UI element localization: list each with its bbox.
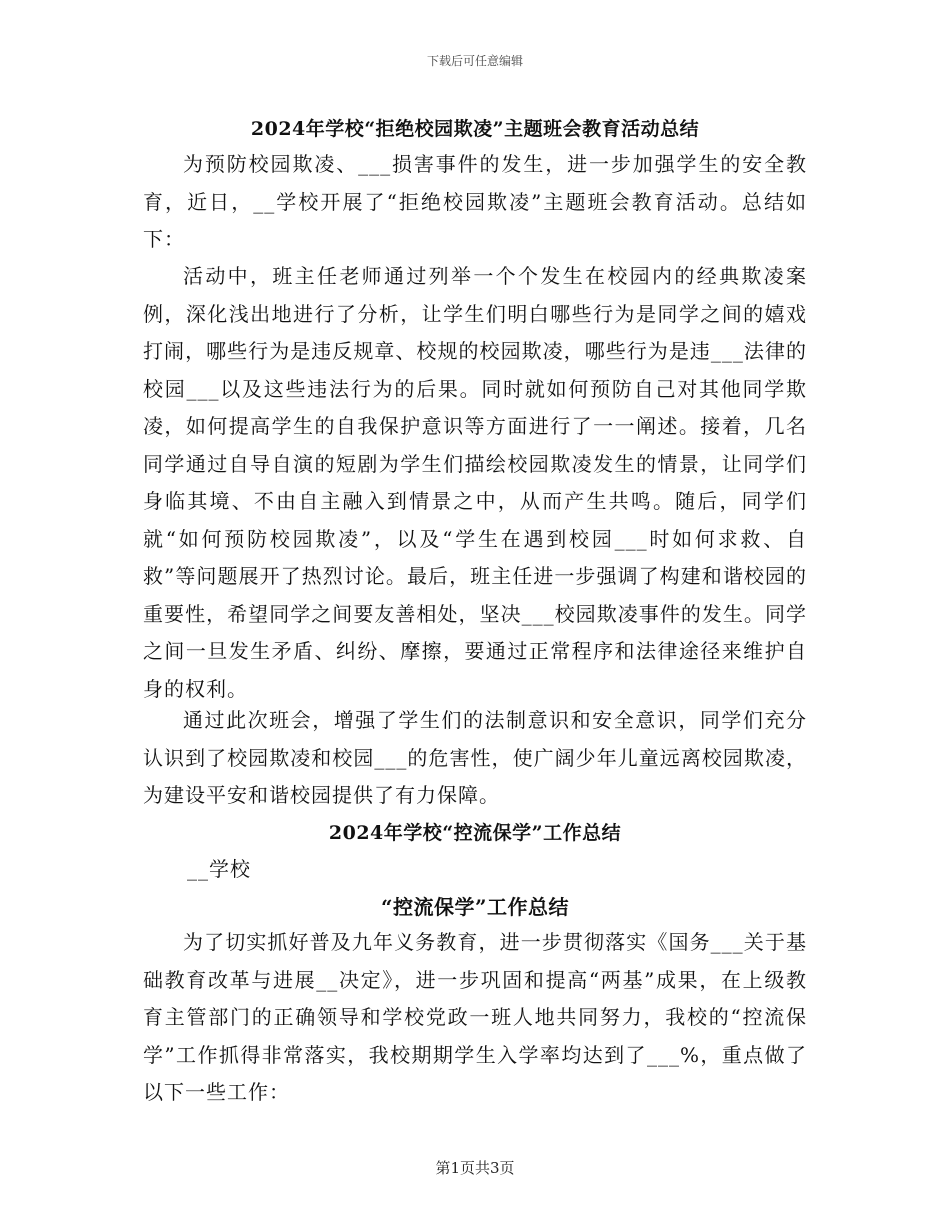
header-note: 下载后可任意编辑	[426, 54, 523, 68]
document-title-2: 2024年学校“控流保学”工作总结	[328, 822, 622, 844]
document-title-1: 2024年学校“拒绝校园欺凌”主题班会教育活动总结	[250, 118, 700, 140]
doc2-paragraph-1: 为了切实抓好普及九年义务教育，进一步贯彻落实《国务___关于基础教育改革与进展__决定》，进一步巩固和提高“两基”成果，在上级教育主管部门的正确领导和学校党政一班人地共同努力，我校的“控流保学”工作抓得非常落实，我校期期学生入学率均达到了___%，重点做了以下一些工作：	[143, 930, 807, 1104]
doc1-paragraph-2: 活动中，班主任老师通过列举一个个发生在校园内的经典欺凌案例，深化浅出地进行了分析，让学生们明白哪些行为是同学之间的嬉戏打闹，哪些行为是违反规章、校规的校园欺凌，哪些行为是违___法律的校园___以及这些违法行为的后果。同时就如何预防自己对其他同学欺凌，如何提高学生的自我保护意识等方面进行了一一阐述。接着，几名同学通过自导自演的短剧为学生们描绘校园欺凌发生的情景，让同学们身临其境、不由自主融入到情景之中，从而产生共鸣。随后，同学们就“如何预防校园欺凌”，以及“学生在遇到校园___时如何求救、自救”等问题展开了热烈讨论。最后，班主任进一步强调了构建和谐校园的重要性，希望同学之间要友善相处，坚决___校园欺凌事件的发生。同学之间一旦发生矛盾、纠纷、摩擦，要通过正常程序和法律途径来维护自身的权利。	[143, 264, 807, 701]
doc1-paragraph-1: 为预防校园欺凌、___损害事件的发生，进一步加强学生的安全教育，近日，__学校开展了“拒绝校园欺凌”主题班会教育活动。总结如下：	[143, 152, 807, 251]
school-line: __学校	[187, 857, 251, 881]
page-footer: 第1页共3页	[435, 1159, 515, 1177]
doc1-paragraph-3: 通过此次班会，增强了学生们的法制意识和安全意识，同学们充分认识到了校园欺凌和校园___的危害性，使广阔少年儿童远离校园欺凌，为建设平安和谐校园提供了有力保障。	[143, 708, 807, 807]
document-subtitle: “控流保学”工作总结	[380, 895, 569, 919]
